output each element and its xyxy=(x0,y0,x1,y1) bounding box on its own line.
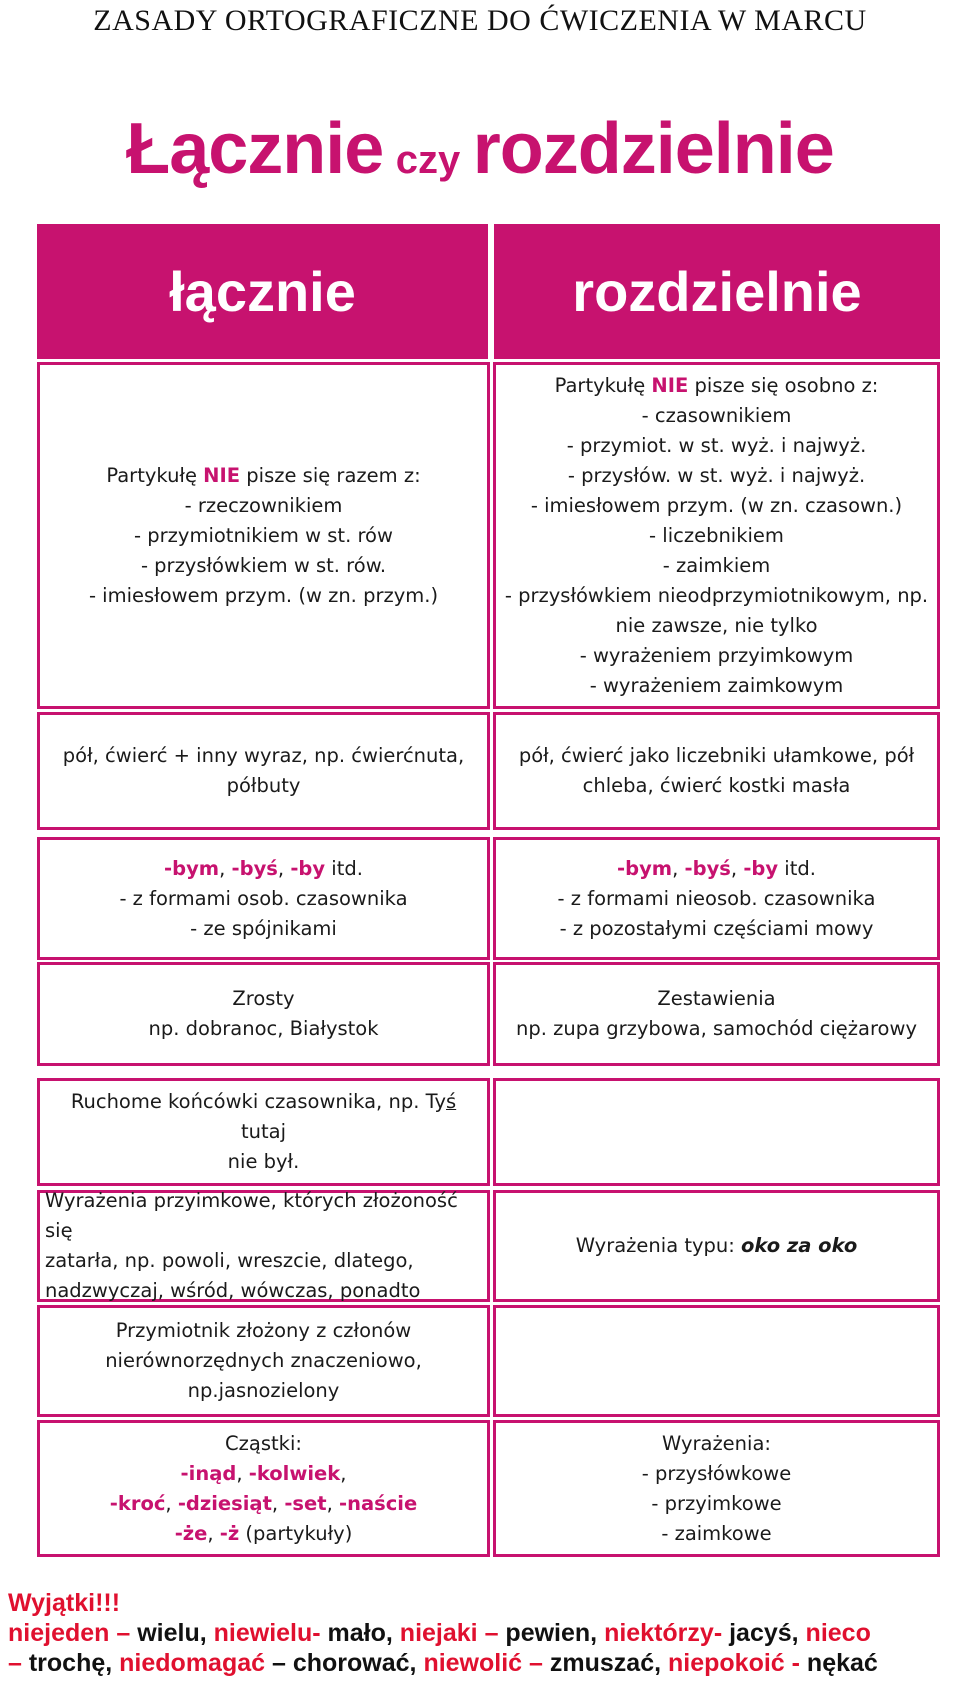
bym-right-suffixes: -bym, -byś, -by itd. xyxy=(617,856,816,880)
exception-word: trochę, xyxy=(28,1649,120,1677)
list-item: - przysłówkiem w st. rów. xyxy=(140,553,387,577)
czastki-line3: -że, -ż (partykuły) xyxy=(174,1521,353,1545)
exception-word: – xyxy=(8,1649,29,1677)
nie-right-intro: Partykułę NIE pisze się osobno z: xyxy=(554,373,879,397)
zrosty-example: np. dobranoc, Białystok xyxy=(148,1017,379,1040)
exception-word: niejeden xyxy=(8,1619,117,1647)
exception-word: zmuszać, xyxy=(549,1649,668,1677)
list-item: - imiesłowem przym. (w zn. czasown.) xyxy=(530,493,903,517)
exception-word: mało, xyxy=(327,1619,400,1647)
cell-zrosty xyxy=(37,962,490,1066)
cell-bym-lacznie xyxy=(37,837,490,960)
list-item: - przymiot. w st. wyż. i najwyż. xyxy=(566,433,867,457)
list-item: - rzeczownikiem xyxy=(184,493,343,517)
cell-wyrazenia-rodzaje xyxy=(493,1420,940,1557)
pol-right-line2: chleba, ćwierć kostki masła xyxy=(582,774,851,797)
cell-czastki xyxy=(37,1420,490,1557)
cell-przymiotnik-zlozony xyxy=(37,1305,490,1417)
ruchome-line1: Ruchome końcówki czasownika, np. Tyś tutaj xyxy=(70,1090,457,1143)
bym-left-suffixes: -bym, -byś, -by itd. xyxy=(164,856,363,880)
column-header-lacznie: łącznie xyxy=(37,224,488,359)
exception-word: nieco xyxy=(805,1619,871,1647)
zestawienia-example: np. zupa grzybowa, samochód ciężarowy xyxy=(516,1017,917,1040)
czastki-title: Cząstki: xyxy=(225,1431,302,1455)
wyrazenia-line2: zatarła, np. powoli, wreszcie, dlatego, xyxy=(45,1249,414,1272)
list-item: - przyimkowe xyxy=(651,1491,782,1515)
list-item: - czasownikiem xyxy=(641,403,792,427)
cell-nie-lacznie xyxy=(37,362,490,709)
exception-word: chorować, xyxy=(292,1649,424,1677)
cell-wyrazenia-typu xyxy=(493,1190,940,1302)
list-item: nie zawsze, nie tylko xyxy=(615,613,818,637)
przymiotnik-line3: np.jasnozielony xyxy=(187,1379,340,1402)
list-item: - zaimkiem xyxy=(662,553,771,577)
exceptions-line2 xyxy=(8,1649,878,1678)
list-item: - z pozostałymi częściami mowy xyxy=(559,916,874,940)
list-item: - przysłów. w st. wyż. i najwyż. xyxy=(567,463,866,487)
czastki-line1: -inąd, -kolwiek, xyxy=(180,1461,347,1485)
czastki-line2: -kroć, -dziesiąt, -set, -naście xyxy=(109,1491,418,1515)
list-item: - wyrażeniem przyimkowym xyxy=(579,643,854,667)
heading-word-rozdzielnie: rozdzielnie xyxy=(472,109,834,189)
column-header-rozdzielnie: rozdzielnie xyxy=(494,224,940,359)
exception-word: niewielu- xyxy=(213,1619,328,1647)
wyrazenia-typu-text: Wyrażenia typu: oko za oko xyxy=(575,1234,858,1257)
heading-word-czy: czy xyxy=(395,138,461,182)
nie-left-intro: Partykułę NIE pisze się razem z: xyxy=(106,463,421,487)
list-item: - z formami osob. czasownika xyxy=(119,886,408,910)
exception-word: niepokoić xyxy=(668,1649,792,1677)
list-item: - przysłówkiem nieodprzymiotnikowym, np. xyxy=(504,583,929,607)
list-item: - liczebnikiem xyxy=(649,523,784,547)
pol-left-line2: półbuty xyxy=(226,774,301,797)
pol-left-line1: pół, ćwierć + inny wyraz, np. ćwierćnuta, xyxy=(62,744,465,767)
cell-ruchome-koncowki xyxy=(37,1078,490,1186)
cell-pol-rozdzielnie xyxy=(493,712,940,830)
list-item: - przysłówkowe xyxy=(641,1461,792,1485)
exception-word: niektórzy- xyxy=(604,1619,730,1647)
exception-word: niewolić xyxy=(423,1649,530,1677)
cell-empty-ruchome xyxy=(493,1078,940,1186)
exception-word: – xyxy=(484,1619,506,1647)
cell-nie-rozdzielnie xyxy=(493,362,940,709)
pol-right-line1: pół, ćwierć jako liczebniki ułamkowe, pół xyxy=(518,744,915,767)
exception-word: jacyś, xyxy=(729,1619,806,1647)
exceptions-label: Wyjątki!!! xyxy=(8,1589,121,1617)
main-heading xyxy=(0,108,960,190)
heading-word-lacznie: Łącznie xyxy=(126,109,384,189)
exceptions-line1 xyxy=(8,1619,871,1648)
list-item: - ze spójnikami xyxy=(190,916,337,940)
cell-bym-rozdzielnie xyxy=(493,837,940,960)
zestawienia-title: Zestawienia xyxy=(657,987,776,1010)
ruchome-line2: nie był. xyxy=(227,1150,300,1173)
exception-word: - xyxy=(791,1649,807,1677)
list-item: - zaimkowe xyxy=(661,1521,772,1545)
exception-word: – xyxy=(271,1649,293,1677)
wyrazenia-rodzaje-title: Wyrażenia: xyxy=(662,1431,771,1455)
exception-word: nękać xyxy=(806,1649,878,1677)
cell-empty-przymiotnik xyxy=(493,1305,940,1417)
wyrazenia-line1: Wyrażenia przyimkowe, których złożoność się xyxy=(45,1189,458,1242)
exception-word: niejaki xyxy=(399,1619,485,1647)
cell-pol-lacznie xyxy=(37,712,490,830)
cell-wyrazenia-przyimkowe xyxy=(37,1190,490,1302)
zrosty-title: Zrosty xyxy=(232,987,295,1010)
list-item: - przymiotnikiem w st. rów xyxy=(134,523,393,547)
cell-zestawienia xyxy=(493,962,940,1066)
list-item: - imiesłowem przym. (w zn. przym.) xyxy=(88,583,439,607)
wyrazenia-line3: nadzwyczaj, wśród, wówczas, ponadto xyxy=(45,1279,421,1302)
exception-word: wielu, xyxy=(137,1619,214,1647)
exception-word: – xyxy=(529,1649,550,1677)
list-item: - wyrażeniem zaimkowym xyxy=(589,673,844,697)
exception-word: pewien, xyxy=(505,1619,605,1647)
exception-word: niedomagać xyxy=(119,1649,272,1677)
document-title: ZASADY ORTOGRAFICZNE DO ĆWICZENIA W MARCU xyxy=(93,4,867,37)
przymiotnik-line2: nierównorzędnych znaczeniowo, xyxy=(105,1349,422,1372)
przymiotnik-line1: Przymiotnik złożony z członów xyxy=(115,1319,412,1342)
list-item: - z formami nieosob. czasownika xyxy=(557,886,876,910)
exception-word: – xyxy=(116,1619,138,1647)
